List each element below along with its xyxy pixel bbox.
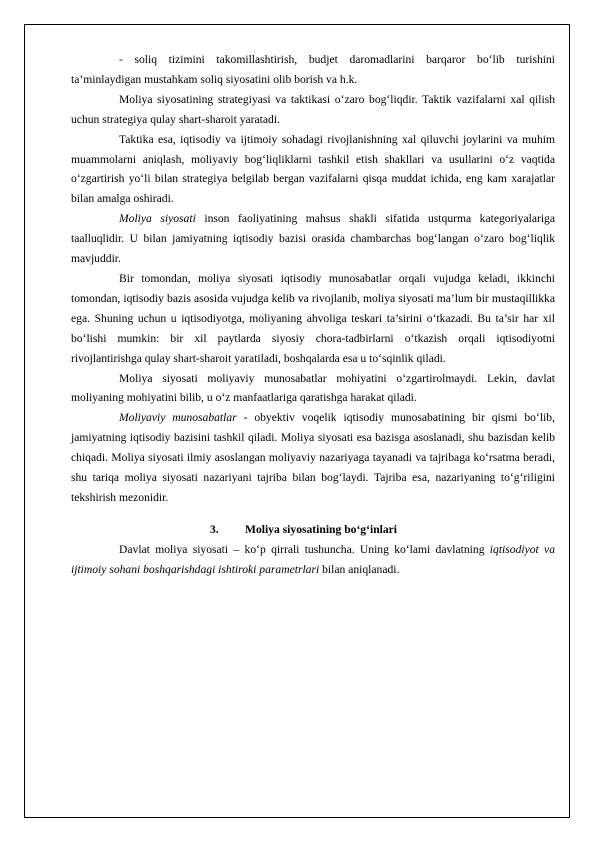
italic-term: Moliyaviy munosabatlar [119,411,237,425]
section-heading [119,520,555,540]
paragraph [71,90,555,130]
document-body [71,50,555,580]
paragraph [71,408,555,508]
paragraph [71,130,555,210]
paragraph [71,369,555,409]
paragraph-text: Moliya siyosatining strategiyasi va taktikasi o‘zaro bog‘liqdir. Taktik vazifalarni xal qilish uchun strategiya qulay shart-sharoit yaratadi. [71,92,555,126]
paragraph-text: Moliya siyosati moliyaviy munosabatlar mohiyatini o‘zgartirolmaydi. Lekin, davlat moliyaning mohiyatini bilib, u o‘z manfaatlariga qaratishga harakat qiladi. [71,371,555,405]
final-paragraph [71,540,555,580]
paragraph-text: Taktika esa, iqtisodiy va ijtimoiy sohadagi rivojlanishning xal qiluvchi joylarini va muhim muammolarni aniqlash, moliyaviy bog‘liqliklarni tashkil etish shakllari va usullarini o‘z vaqtida o‘zgartirish yo‘li bilan strategiya belgilab bergan vazifalarni qisqa muddat ichida, eng kam xarajatlar bilan amalga oshiradi. [71,132,555,206]
paragraph-text: - obyektiv voqelik iqtisodiy munosabatining bir qismi bo‘lib, jamiyatning iqtisodiy bazisini tashkil qiladi. Moliya siyosati esa bazisga asoslanadi, shu bazisdan kelib chiqadi. Moliya siyosati ilmiy asoslangan moliyaviy nazariyaga tayanadi va tajribaga ko‘rsatma beradi, shu tariqa moliya siyosati nazariyani tajriba bilan bog‘laydi. Tajriba esa, nazariyaning to‘g‘riligini tekshirish mezonidir. [71,411,555,504]
paragraph [71,50,555,90]
italic-term: iqtisodiyot va ijtimoiy sohani boshqarishdagi ishtiroki parametrlari [71,542,555,576]
section-number: 3. [210,522,219,536]
italic-term: Moliya siyosati [119,212,196,226]
section-title: Moliya siyosatining bo‘g‘inlari [245,522,398,536]
paragraph-text: - soliq tizimini takomillashtirish, budjet daromadlarini barqaror bo‘lib turishini ta’minlaydigan mustahkam soliq siyosatini olib borish va h.k. [71,53,555,86]
paragraph-text: Davlat moliya siyosati – ko‘p qirrali tushuncha. Uning ko‘lami davlatning [119,542,490,556]
paragraph-text: bilan aniqlanadi. [319,562,400,576]
paragraph-text: inson faoliyatining mahsus shakli sifatida ustqurma kategoriyalariga taalluqlidir. U bilan jamiyatning iqtisodiy bazisi orasida chambarchas bog‘langan o‘zaro bog‘liqlik mavjuddir. [71,212,555,266]
paragraph [71,269,555,369]
paragraph-text: Bir tomondan, moliya siyosati iqtisodiy munosabatlar orqali vujudga keladi, ikkinchi tomondan, iqtisodiy bazis asosida vujudga kelib va rivojlanib, moliya siyosati ma’lum bir mustaqillikka ega. Shuning uchun u iqtisodiyotga, moliyaning ahvoliga teskari ta’sirini o‘tkazadi. Bu ta’sir har xil bo‘lishi mumkin: bir xil paytlarda siyosiy chora-tadbirlarni o‘tkazish orqali iqtisodiyotni rivojlantirishga qulay shart-sharoit yaratiladi, boshqalarda esa u to‘sqinlik qiladi. [71,271,555,365]
paragraph [71,209,555,269]
paragraph-list [71,50,555,508]
